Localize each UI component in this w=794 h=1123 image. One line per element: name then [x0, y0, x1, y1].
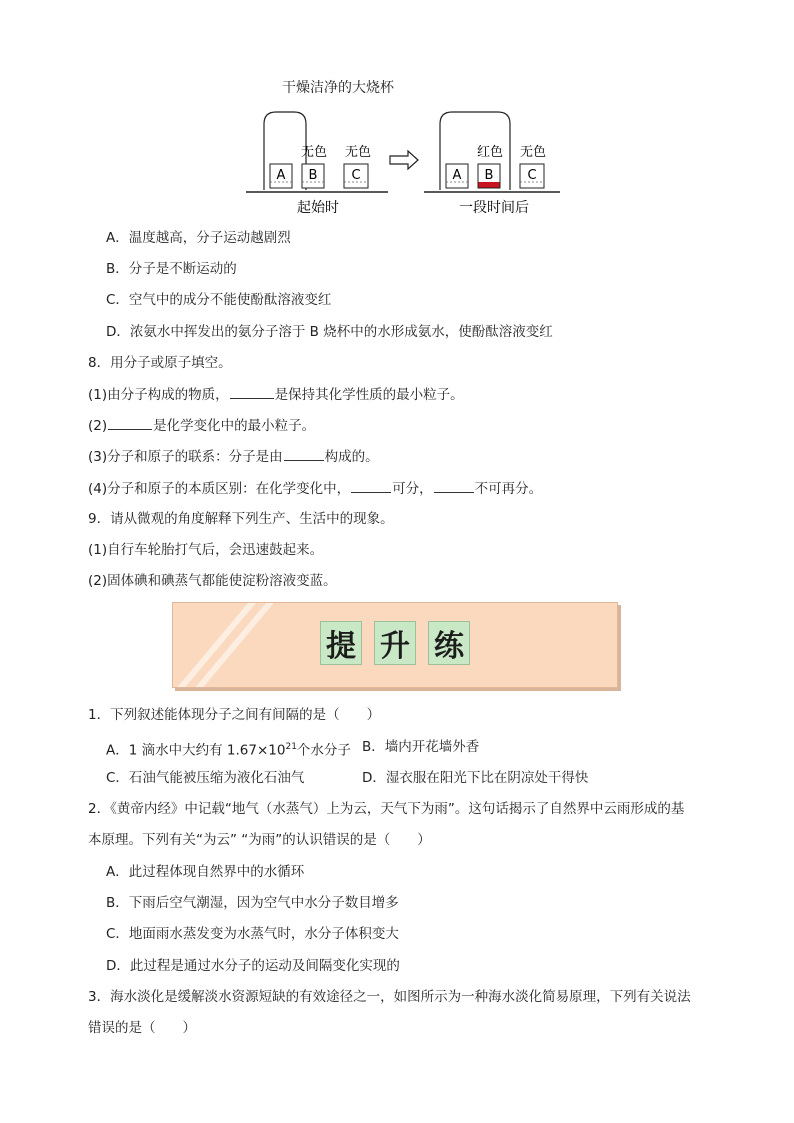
left-beaker-b	[302, 164, 324, 188]
q9-stem: 9．请从微观的角度解释下列生产、生活中的现象。	[88, 511, 394, 527]
q8-part-2: (2) 是化学变化中的最小粒子。	[88, 418, 316, 434]
left-beaker-a	[270, 164, 292, 188]
p3-stem-line-2: 错误的是（ ）	[88, 1020, 196, 1036]
right-caption: 一段时间后	[459, 200, 529, 216]
p1-option-c: C．石油气能被压缩为液化石油气	[106, 770, 305, 786]
p2-stem-line-2: 本原理。下列有关“为云” “为雨”的认识错误的是（ ）	[88, 832, 431, 848]
q7-option-d: D．浓氨水中挥发出的氨分子溶于 B 烧杯中的水形成氨水，使酚酞溶液变红	[106, 324, 553, 340]
arrow-icon	[390, 151, 418, 169]
left-caption: 起始时	[297, 200, 339, 216]
p2-option-d: D．此过程是通过水分子的运动及间隔变化实现的	[106, 958, 400, 974]
right-beaker-c-label: C	[527, 168, 537, 183]
q7-option-b: B．分子是不断运动的	[106, 261, 237, 277]
left-label-c: 无色	[344, 145, 372, 160]
q8-part-3: (3)分子和原子的联系：分子是由 构成的。	[88, 449, 379, 465]
q9-part-1: (1)自行车轮胎打气后，会迅速鼓起来。	[88, 542, 324, 558]
left-beaker-a-label: A	[276, 168, 286, 183]
answer-blank[interactable]	[351, 479, 391, 493]
right-label-b: 红色	[476, 145, 504, 160]
p1-stem: 1．下列叙述能体现分子之间有间隔的是（ ）	[88, 707, 381, 723]
q8-stem: 8．用分子或原子填空。	[88, 355, 232, 371]
p3-stem-line-1: 3．海水淡化是缓解淡水资源短缺的有效途径之一，如图所示为一种海水淡化简易原理，下列有关说法	[88, 989, 691, 1005]
beaker-experiment-figure	[230, 78, 570, 218]
q8-part-4: (4)分子和原子的本质区别：在化学变化中， 可分， 不可再分。	[88, 481, 543, 497]
p2-option-a: A．此过程体现自然界中的水循环	[106, 864, 305, 880]
right-beaker-c	[520, 164, 544, 188]
banner-char-2: 升	[374, 621, 416, 665]
q7-option-c: C．空气中的成分不能使酚酞溶液变红	[106, 292, 332, 308]
left-beaker-b-label: B	[308, 168, 318, 183]
right-beaker-b-label: B	[484, 168, 494, 183]
q8-part-1: (1)由分子构成的物质， 是保持其化学性质的最小粒子。	[88, 387, 464, 403]
p2-stem-line-1: 2．《黄帝内经》中记载“地气（水蒸气）上为云，天气下为雨”。这句话揭示了自然界中云雨形成的基	[88, 801, 685, 817]
right-beaker-a-label: A	[452, 168, 462, 183]
banner-char-3: 练	[428, 621, 470, 665]
beaker-diagram	[230, 78, 570, 218]
answer-blank[interactable]	[284, 447, 324, 461]
right-beaker-b	[478, 164, 500, 188]
left-beaker-c-label: C	[351, 168, 361, 183]
left-beaker-c	[344, 164, 368, 188]
figure-title: 干燥洁净的大烧杯	[282, 80, 394, 96]
p1-option-b: B．墙内开花墙外香	[362, 739, 480, 755]
p1-option-a: A．1 滴水中大约有 $1.67\times 10^{21}$个水分子	[106, 742, 351, 759]
section-banner	[172, 602, 618, 688]
right-beaker-a	[446, 164, 468, 188]
p1-option-d: D．湿衣服在阳光下比在阴凉处干得快	[362, 770, 589, 786]
q7-option-a: A．温度越高，分子运动越剧烈	[106, 230, 291, 246]
answer-blank[interactable]	[108, 416, 152, 430]
p2-option-c: C．地面雨水蒸发变为水蒸气时，水分子体积变大	[106, 926, 399, 942]
answer-blank[interactable]	[434, 479, 474, 493]
left-label-b: 无色	[300, 145, 328, 160]
q9-part-2: (2)固体碘和碘蒸气都能使淀粉溶液变蓝。	[88, 573, 337, 589]
banner-char-1: 提	[320, 621, 362, 665]
p2-option-b: B．下雨后空气潮湿，因为空气中水分子数目增多	[106, 895, 399, 911]
right-label-c: 无色	[519, 145, 547, 160]
answer-blank[interactable]	[230, 385, 274, 399]
